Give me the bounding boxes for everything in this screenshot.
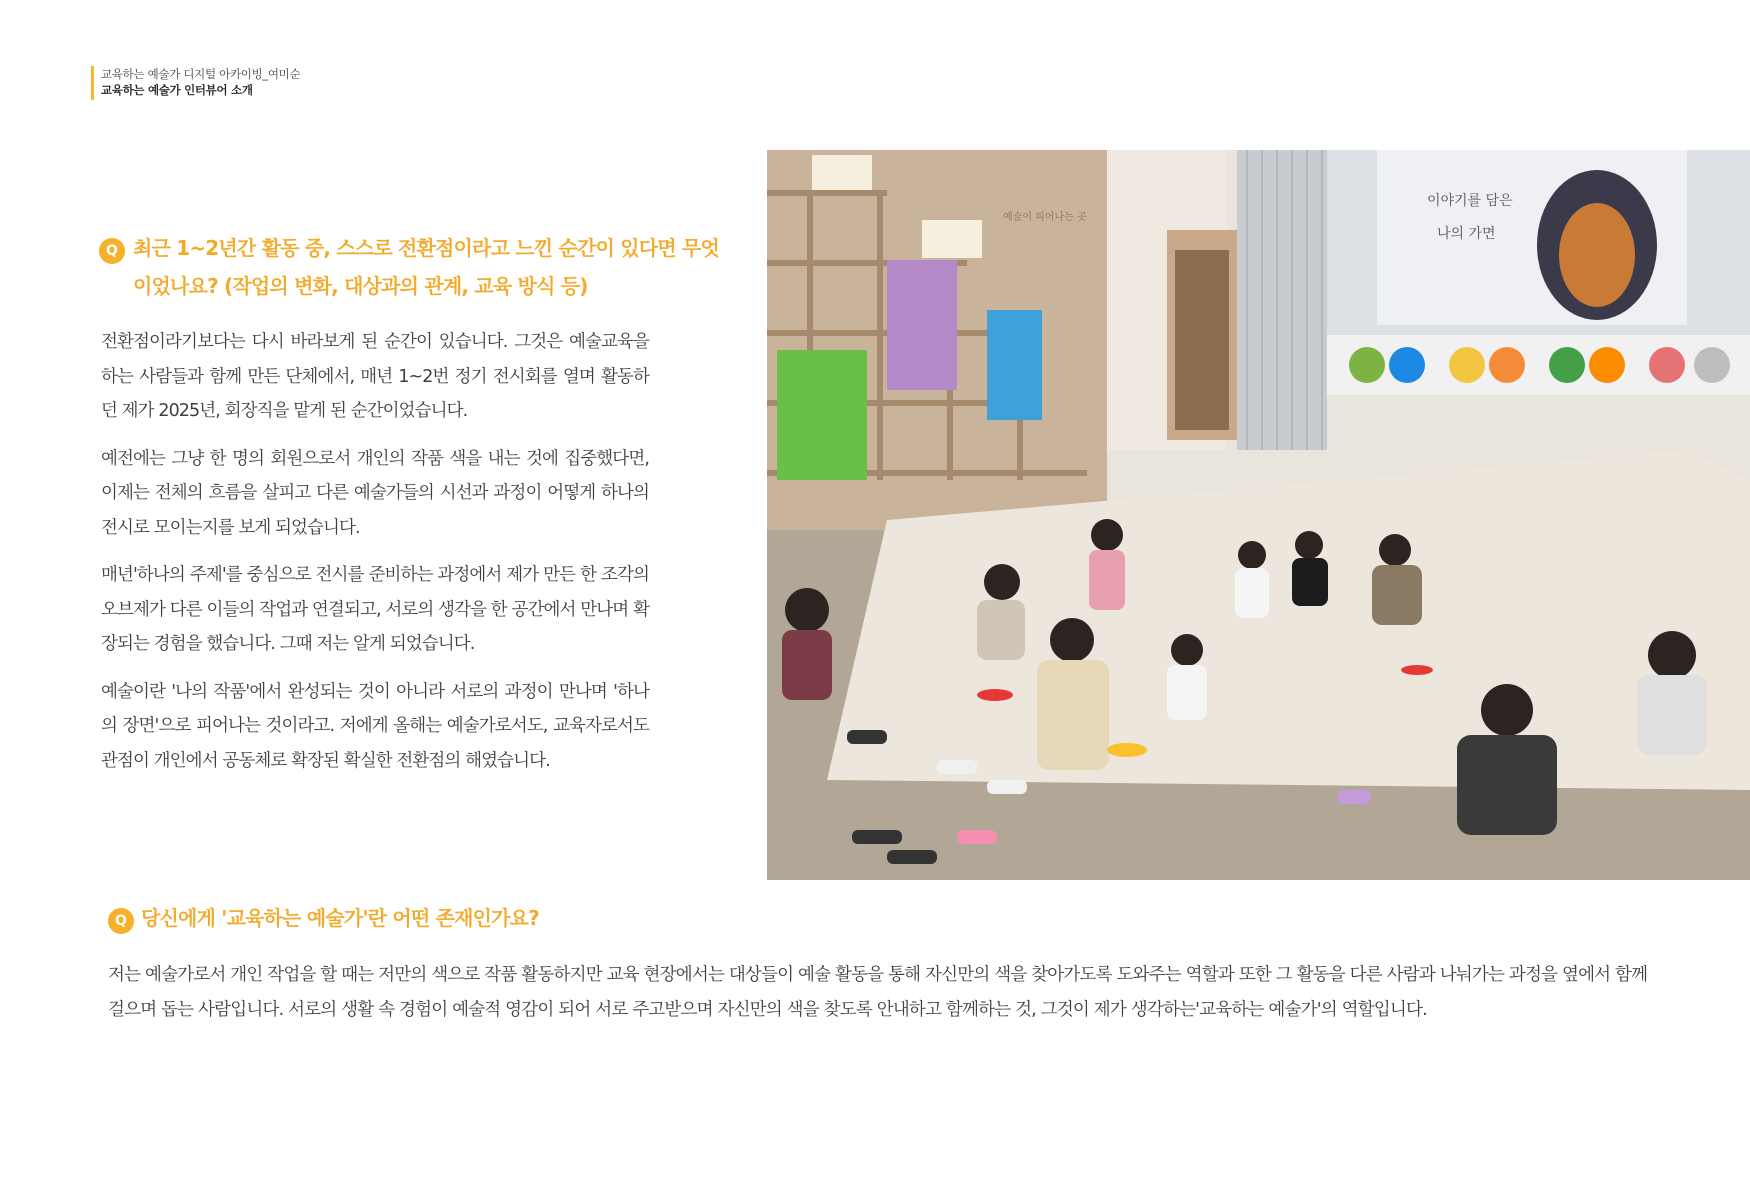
workshop-photo	[767, 150, 1750, 880]
answer-2: 저는 예술가로서 개인 작업을 할 때는 저만의 색으로 작품 활동하지만 교육 현장에서는 대상들이 예술 활동을 통해 자신만의 색을 찾아가도록 도와주는 역할과 또한 그 활동을 다른 사람과 나눠가는 과정을 옆에서 함께 걸으며 돕는 사람입니다. 서로의 생활 속 경험이 예술적 영감이 되어 서로 주고받으며 자신만의 색을 찾도록 안내하고 함께하는 것, 그것이 제가 생각하는'교육하는 예술가'의 역할입니다.	[108, 965, 1648, 1020]
question-1-line-1: 최근 1~2년간 활동 중, 스스로 전환점이라고 느낀 순간이 있다면 무엇	[133, 236, 719, 260]
question-1-line-2: 이었나요? (작업의 변화, 대상과의 관계, 교육 방식 등)	[133, 274, 588, 298]
answer-1	[101, 325, 649, 791]
screen-title-line-2: 나의 가면	[1437, 226, 1496, 242]
wall-sign: 예술이 피어나는 곳	[1003, 212, 1087, 223]
question-icon: Q	[99, 238, 125, 264]
workshop-photo-illustration	[767, 150, 1750, 880]
running-header	[91, 66, 300, 100]
answer-1-paragraph-4: 예술이란 '나의 작품'에서 완성되는 것이 아니라 서로의 과정이 만나며 '하나의 장면'으로 피어나는 것이라고. 저에게 올해는 예술가로서도, 교육자로서도 관점이 개인에서 공동체로 확장된 확실한 전환점의 해였습니다.	[101, 681, 649, 771]
series-title: 교육하는 예술가 디지털 아카이빙_여미순	[101, 67, 301, 81]
question-2: 당신에게 '교육하는 예술가'란 어떤 존재인가요?	[141, 906, 539, 930]
screen-title-line-1: 이야기를 담은	[1427, 193, 1513, 209]
answer-1-paragraph-1: 전환점이라기보다는 다시 바라보게 된 순간이 있습니다. 그것은 예술교육을 하는 사람들과 함께 만든 단체에서, 매년 1~2번 정기 전시회를 열며 활동하던 제가 2025년, 회장직을 맡게 된 순간이었습니다.	[101, 332, 649, 421]
answer-1-paragraph-2: 예전에는 그냥 한 명의 회원으로서 개인의 작품 색을 내는 것에 집중했다면, 이제는 전체의 흐름을 살피고 다른 예술가들의 시선과 과정이 어떻게 하나의 전시로 모이는지를 보게 되었습니다.	[101, 448, 649, 538]
question-icon: Q	[108, 908, 134, 934]
section-title: 교육하는 예술가 인터뷰어 소개	[101, 83, 253, 97]
answer-1-paragraph-3: 매년'하나의 주제'를 중심으로 전시를 준비하는 과정에서 제가 만든 한 조각의 오브제가 다른 이들의 작업과 연결되고, 서로의 생각을 한 공간에서 만나며 확장되는 경험을 했습니다. 그때 저는 알게 되었습니다.	[101, 565, 649, 654]
